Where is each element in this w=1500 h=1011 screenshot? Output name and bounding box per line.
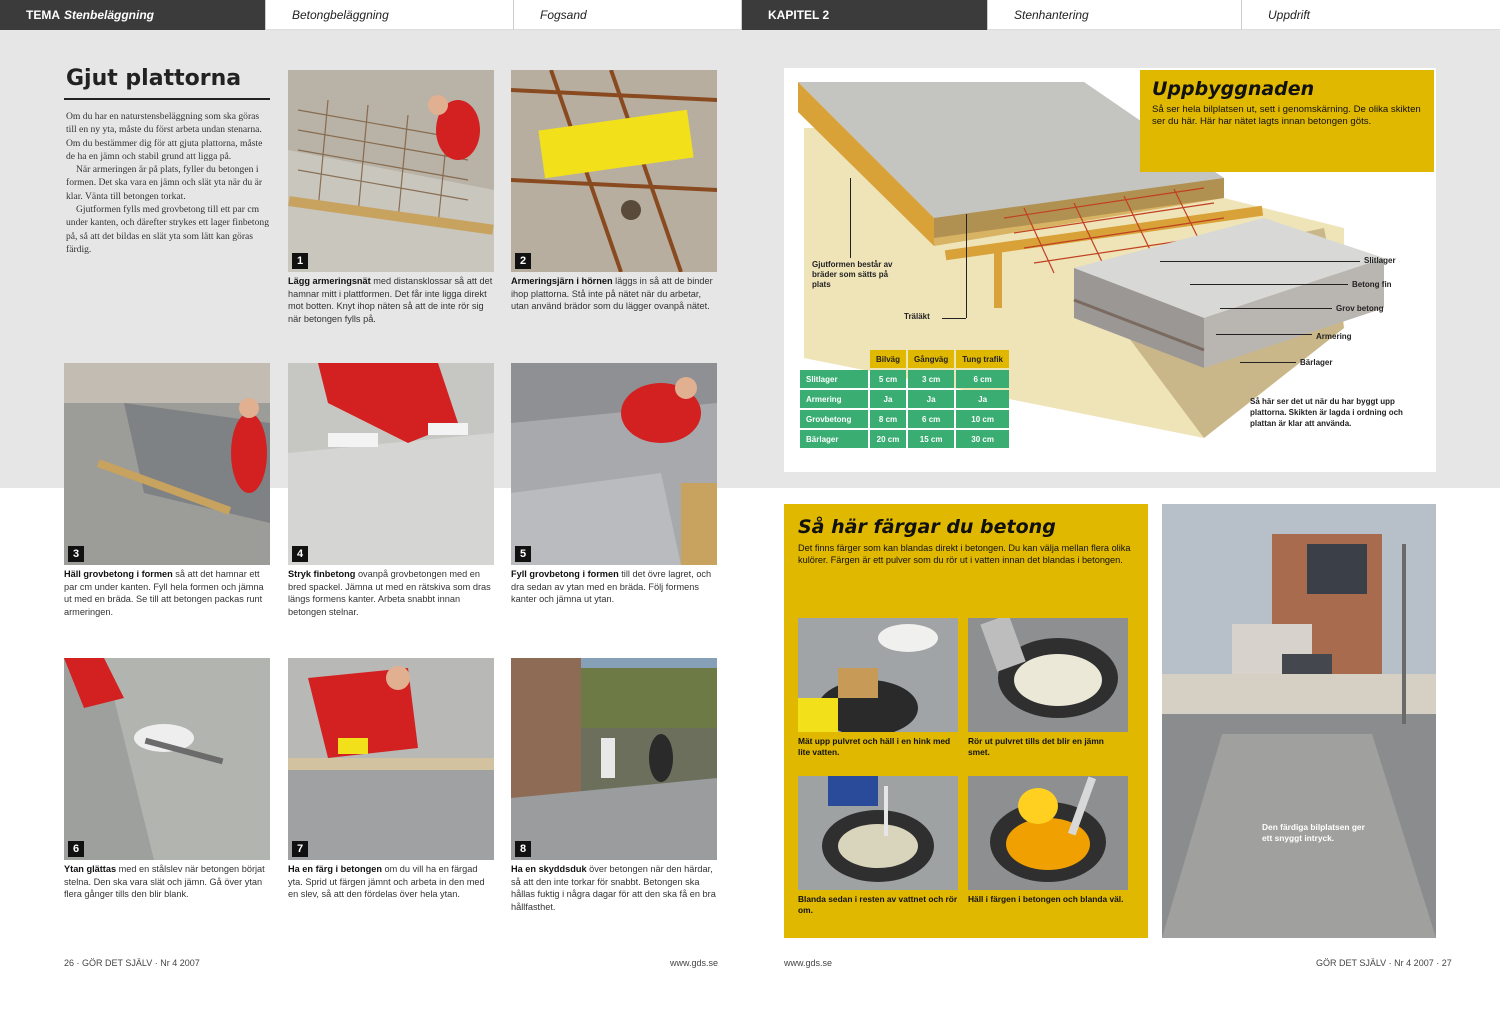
nav-tab-uppdrift[interactable]: Uppdrift	[1268, 8, 1311, 22]
leader-tralakt	[942, 318, 966, 319]
label-tralakt: Träläkt	[904, 312, 930, 321]
farg-step-2-photo	[968, 618, 1128, 732]
table-header-cell	[800, 350, 868, 368]
label-layer-5: Bärlager	[1300, 358, 1333, 367]
step-8-photo	[511, 658, 717, 860]
farg-step-1-photo	[798, 618, 958, 732]
step-8	[511, 658, 717, 913]
farg-step-2-caption: Rör ut pulvret tills det blir en jämn smet.	[968, 736, 1104, 757]
intro-paragraph-1: Om du har en naturstensbeläggning som ska göras till en ny yta, måste du först arbeta undan stenarna. Om du bestämmer dig för att gjuta plattorna, måste de ha en jämn och stabil grund att ligga på.	[66, 111, 263, 162]
step-5-caption-lead: Fyll grovbetong i formen	[511, 569, 619, 579]
table-cell: Bärlager	[800, 430, 868, 448]
table-row	[800, 390, 1009, 408]
step-4-caption-lead: Stryk finbetong	[288, 569, 356, 579]
step-1-caption-lead: Lägg armeringsnät	[288, 276, 371, 286]
farg-step-1-caption: Mät upp pulvret och häll i en hink med lite vatten.	[798, 736, 951, 757]
farg-step-4	[968, 776, 1128, 905]
step-7-caption-lead: Ha en färg i betongen	[288, 864, 382, 874]
page-url-left: www.gds.se	[670, 958, 719, 968]
page-folio-left: 26 · GÖR DET SJÄLV · Nr 4 2007	[64, 958, 200, 968]
step-4-caption-text: ovanpå grovbetongen med en bred spackel. Jämna ut med en rätskiva som dras längs formens kanter. Arbeta snabbt innan betongen stelnar.	[288, 569, 491, 617]
farg-step-3-photo	[798, 776, 958, 890]
step-1-caption-text: med distansklossar så att det hamnar mitt i plattformen. Det får inte ligga direkt mot botten. Knyt ihop näten så att de inte rör sig när betongen fylls på.	[288, 276, 493, 324]
table-cell: Slitlager	[800, 370, 868, 388]
leader-layer-4	[1216, 334, 1312, 335]
table-cell: 6 cm	[956, 370, 1009, 388]
leader-tralakt-vertical	[966, 214, 967, 318]
step-number: 6	[68, 841, 84, 857]
leader-gjutform	[850, 178, 851, 258]
label-layer-2: Betong fin	[1352, 280, 1392, 289]
leader-layer-3	[1220, 308, 1332, 309]
step-2-caption-text: läggs in så att de binder ihop plattorna. Stå inte på nätet när du arbetar, utan använd brädor som du lägger ovanpå nätet.	[511, 276, 713, 311]
title-divider	[64, 98, 270, 100]
step-number: 4	[292, 546, 308, 562]
step-number: 1	[292, 253, 308, 269]
page-title: Gjut plattorna	[66, 66, 242, 91]
step-number: 2	[515, 253, 531, 269]
step-1-photo	[288, 70, 494, 272]
label-layer-4: Armering	[1316, 332, 1352, 341]
label-layer-3: Grov betong	[1336, 304, 1384, 313]
step-number: 7	[292, 841, 308, 857]
farg-step-1	[798, 618, 958, 758]
nav-section-tema[interactable]	[0, 0, 266, 30]
farg-step-4-caption: Häll i färgen i betongen och blanda väl.	[968, 894, 1124, 904]
step-7	[288, 658, 494, 901]
step-8-caption-text: över betongen när den härdar, så att den inte torkar för snabbt. Betongen ska hållas fuktig i några dagar för att den ska få en bra hållfasthet.	[511, 864, 716, 912]
step-number: 5	[515, 546, 531, 562]
step-2	[511, 70, 717, 313]
step-2-photo	[511, 70, 717, 272]
table-cell: 10 cm	[956, 410, 1009, 428]
nav-section-title: Stenbeläggning	[64, 8, 154, 22]
step-4-photo	[288, 363, 494, 565]
uppbyggnaden-title: Uppbyggnaden	[1152, 78, 1315, 100]
farg-step-3-caption: Blanda sedan i resten av vattnet och rör om.	[798, 894, 958, 915]
step-3-caption-lead: Häll grovbetong i formen	[64, 569, 173, 579]
label-layer-1: Slitlager	[1364, 256, 1396, 265]
leader-layer-5	[1240, 362, 1296, 363]
step-2-caption	[511, 275, 717, 313]
step-number: 3	[68, 546, 84, 562]
step-6-caption-lead: Ytan glättas	[64, 864, 117, 874]
farga-betong-lead: Det finns färger som kan blandas direkt i betongen. Du kan välja mellan flera olika kulörer. Färgen är ett pulver som du rör ut i vatten innan det blandas i betongen.	[798, 543, 1131, 565]
table-header-cell: Bilväg	[870, 350, 906, 368]
label-gjutform: Gjutformen består av bräder som sätts på plats	[812, 260, 893, 289]
step-1	[288, 70, 494, 325]
table-cell: 3 cm	[908, 370, 954, 388]
table-header-cell: Tung trafik	[956, 350, 1009, 368]
table-cell: 5 cm	[870, 370, 906, 388]
step-7-caption-text: om du vill ha en färgad yta. Sprid ut färgen jämnt och arbeta in den med en slev, så att den fördelas över hela ytan.	[288, 864, 485, 899]
nav-section-label: TEMA	[26, 8, 60, 22]
table-cell: 20 cm	[870, 430, 906, 448]
step-3-caption-text: så att det hamnar ett par cm under kanten. Fyll hela formen och jämna ut med en bräda. Se till att betongen packas runt armeringen.	[64, 569, 264, 617]
top-navigation	[0, 0, 1500, 30]
table-header-row	[800, 350, 1009, 368]
leader-layer-1	[1160, 261, 1360, 262]
table-cell: Ja	[908, 390, 954, 408]
step-5-photo	[511, 363, 717, 565]
table-row	[800, 430, 1009, 448]
uppbyggnaden-text: Så ser hela bilplatsen ut, sett i genomskärning. De olika skikten ser du här. Här har nätet lagts innan betongen göts.	[1152, 104, 1421, 127]
table-cell: Ja	[870, 390, 906, 408]
table-cell: Ja	[956, 390, 1009, 408]
step-6	[64, 658, 270, 901]
table-cell: 30 cm	[956, 430, 1009, 448]
step-7-photo	[288, 658, 494, 860]
table-row	[800, 370, 1009, 388]
step-6-caption-text: med en stålslev när betongen börjat stelna. Den ska vara slät och jämn. Gå över ytan flera gånger tills den blir blank.	[64, 864, 265, 899]
step-5	[511, 363, 717, 606]
step-6-caption	[64, 863, 270, 901]
step-5-caption-text: till det övre lagret, och dra sedan av ytan med en bräda. Följ formens kanter och jämna ut ytan.	[511, 569, 712, 604]
nav-tab-fogsand[interactable]: Fogsand	[514, 0, 742, 30]
step-8-caption	[511, 863, 717, 913]
farg-step-2	[968, 618, 1128, 758]
house-photo	[1162, 504, 1436, 938]
intro-paragraph-3: Gjutformen fylls med grovbetong till ett par cm under kanten, och därefter strykes ett lager finbetong på, så att det bildas en slät yta som lätt kan göras färdig.	[66, 204, 269, 255]
table-cell: 15 cm	[908, 430, 954, 448]
table-cell: 6 cm	[908, 410, 954, 428]
nav-section-kapitel[interactable]: KAPITEL 2	[742, 0, 988, 30]
step-6-photo	[64, 658, 270, 860]
step-2-caption-lead: Armeringsjärn i hörnen	[511, 276, 613, 286]
step-3-caption	[64, 568, 270, 618]
table-row	[800, 410, 1009, 428]
step-3-photo	[64, 363, 270, 565]
table-cell: 8 cm	[870, 410, 906, 428]
table-cell: Armering	[800, 390, 868, 408]
step-4-caption	[288, 568, 494, 618]
table-cell: Grovbetong	[800, 410, 868, 428]
step-4	[288, 363, 494, 618]
step-number: 8	[515, 841, 531, 857]
layer-spec-table	[798, 348, 1011, 450]
nav-tab-betong[interactable]: Betongbeläggning	[266, 0, 514, 30]
farga-betong-title: Så här färgar du betong	[798, 516, 1056, 538]
farg-step-3	[798, 776, 958, 916]
house-caption: Den färdiga bilplatsen ger ett snyggt intryck.	[1262, 822, 1365, 843]
step-5-caption	[511, 568, 717, 606]
step-7-caption	[288, 863, 494, 901]
leader-layer-2	[1190, 284, 1348, 285]
step-1-caption	[288, 275, 494, 325]
diagram-note: Så här ser det ut när du har byggt upp plattorna. Skikten är lagda i ordning och plattan är klar att använda.	[1250, 397, 1403, 428]
intro-paragraph-2: När armeringen är på plats, fyller du betongen i formen. Det ska vara en jämn och slät yta när du är klar. Vänta till betongen torkat.	[66, 164, 263, 202]
farg-step-4-photo	[968, 776, 1128, 890]
step-8-caption-lead: Ha en skyddsduk	[511, 864, 587, 874]
page-folio-right: GÖR DET SJÄLV · Nr 4 2007 · 27	[1316, 958, 1452, 968]
nav-tab-stenhantering[interactable]: Stenhantering	[988, 0, 1242, 30]
uppbyggnaden-box	[1140, 70, 1434, 172]
page-url-right: www.gds.se	[784, 958, 833, 968]
table-header-cell: Gångväg	[908, 350, 954, 368]
step-3	[64, 363, 270, 618]
intro-text	[66, 110, 270, 256]
